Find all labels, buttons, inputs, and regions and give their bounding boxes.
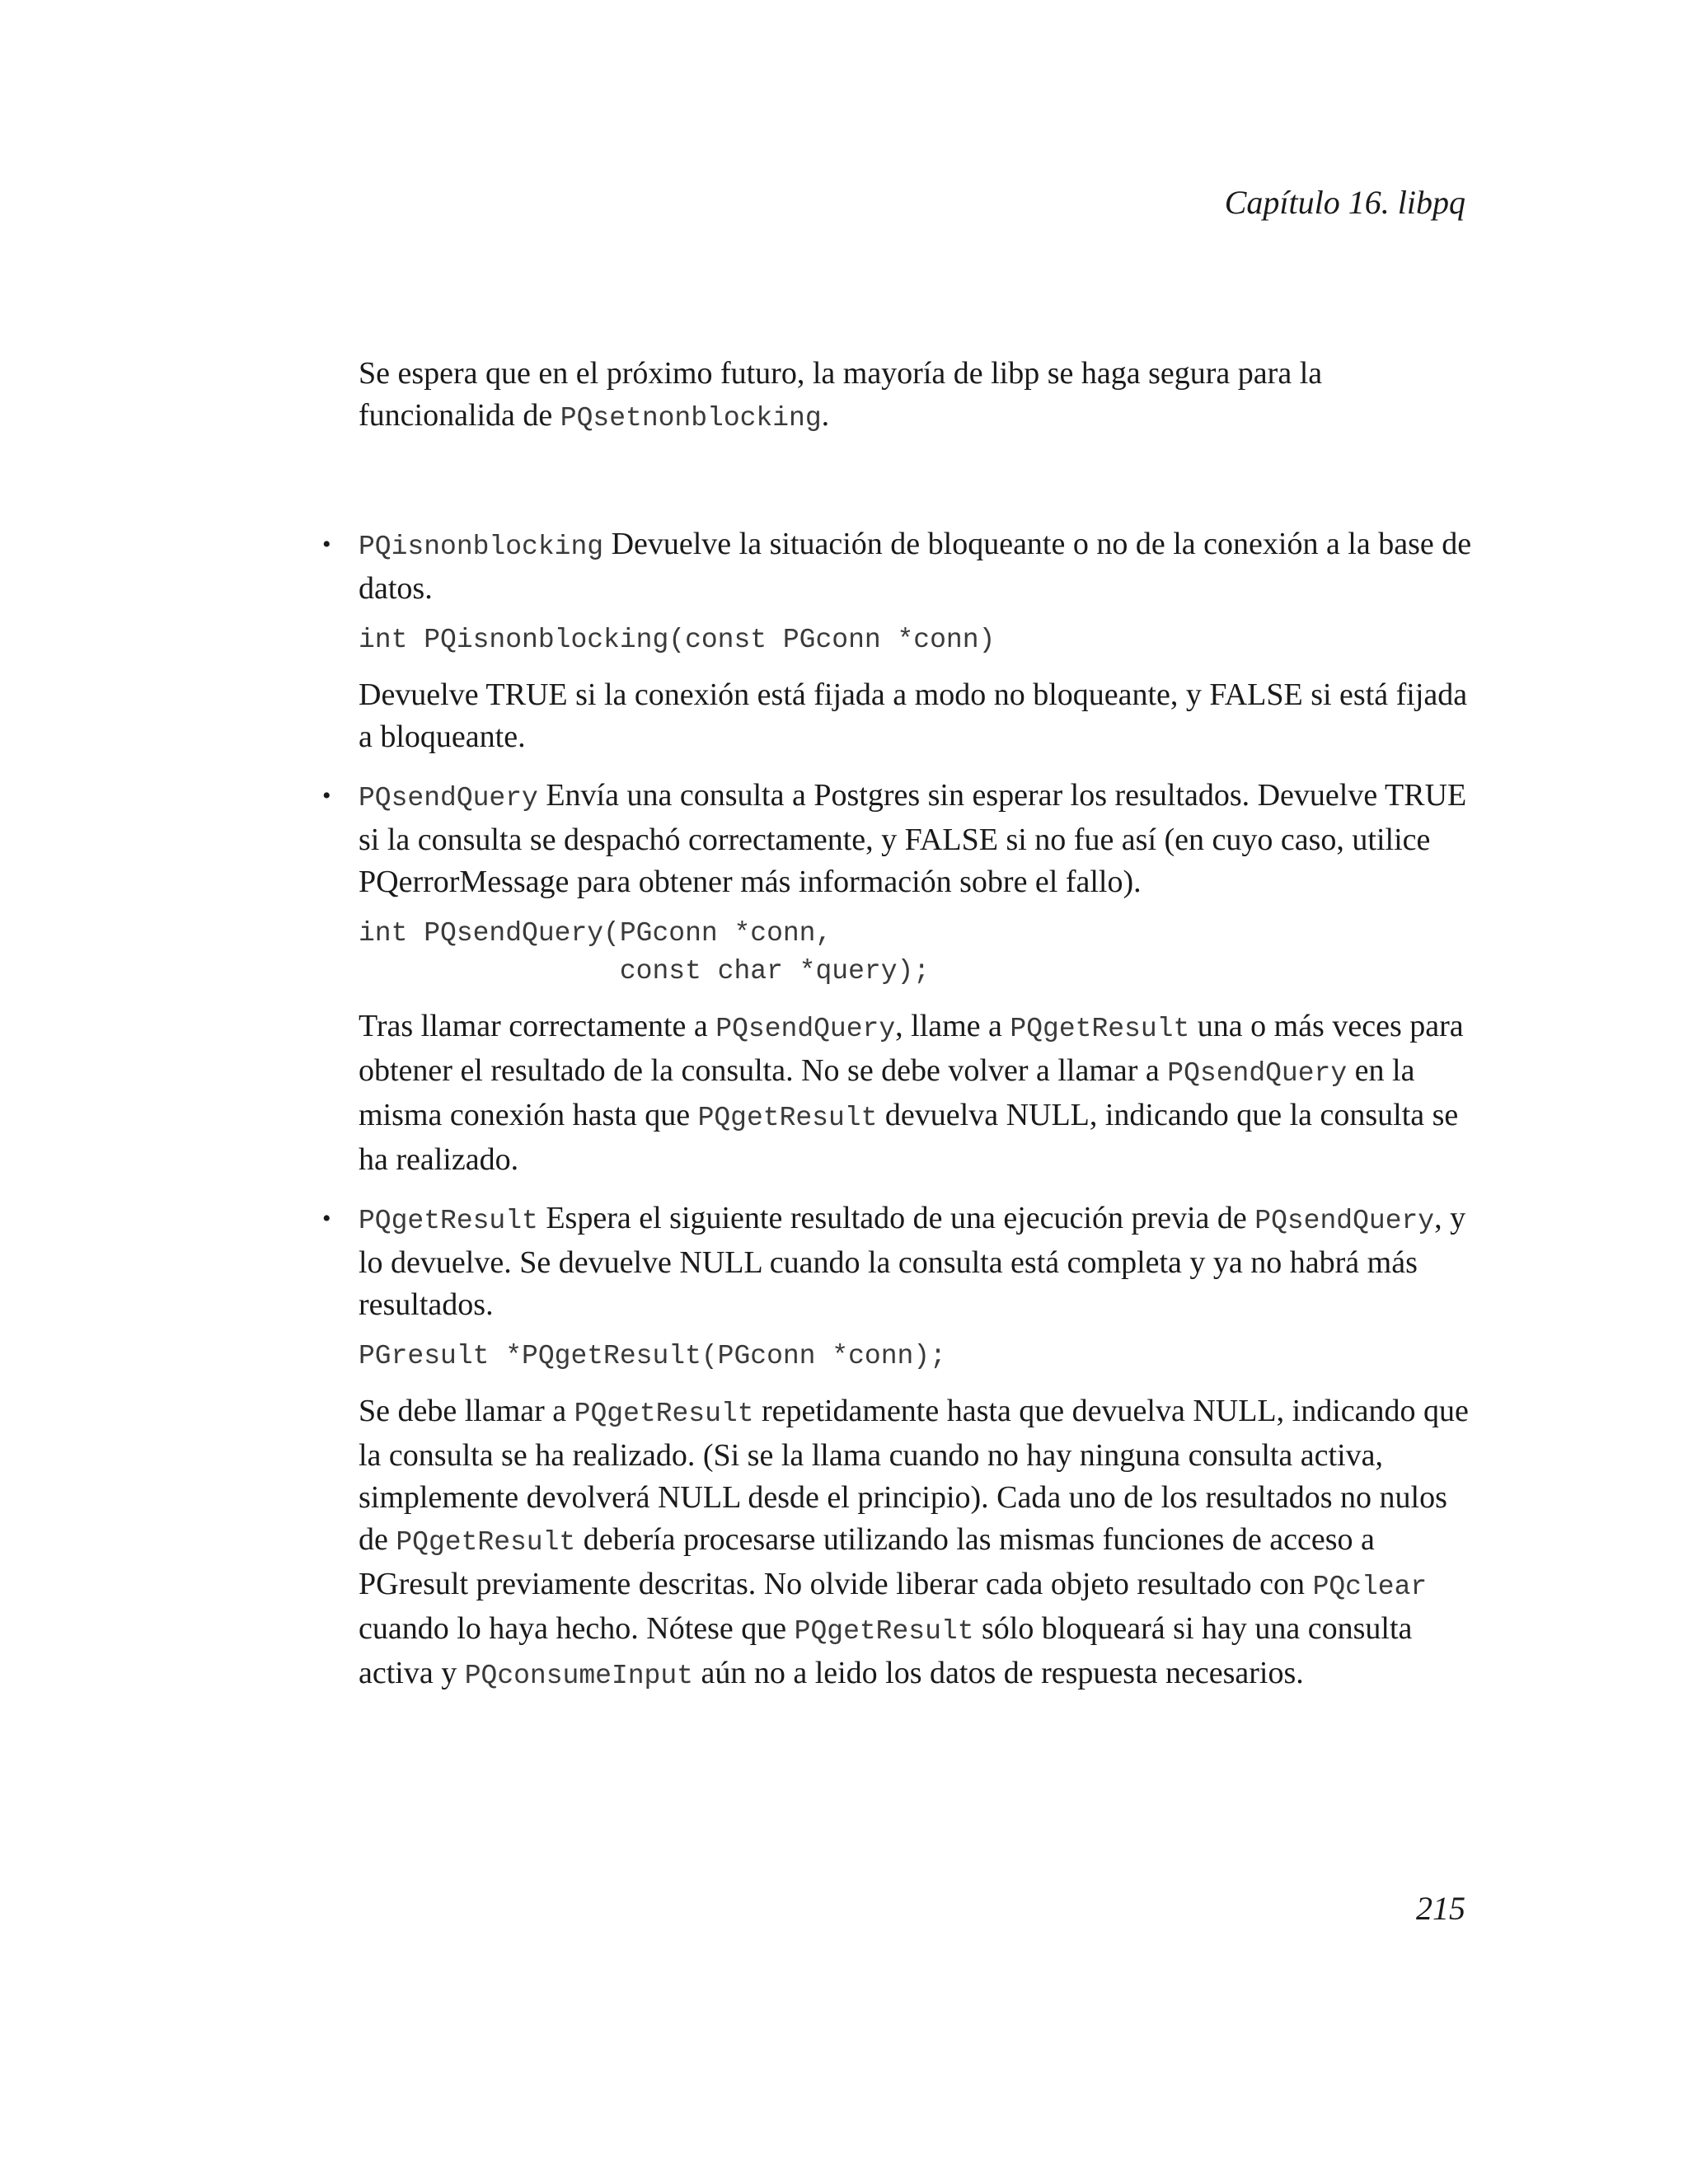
item-description	[359, 1197, 1475, 1326]
intro-text: .	[821, 398, 830, 433]
notes-text: repetidamente hasta que devuelva NULL, indicando que la consulta se ha realizado. (Si se la llama cuando no hay ninguna consulta activa, simplemente devolverá NULL desde el principio). Cada uno de los resultados no nulos de	[359, 1394, 1469, 1557]
bullet-icon: •	[322, 531, 331, 558]
list-item-pqisnonblocking	[322, 523, 1475, 758]
inline-code: PQgetResult	[697, 1103, 878, 1133]
notes-text: en la misma conexión hasta que	[359, 1053, 1415, 1132]
description-text: Espera el siguiente resultado de una ejecución previa de	[537, 1201, 1255, 1235]
list-item-pqsendquery	[322, 775, 1475, 1181]
inline-code: PQgetResult	[794, 1616, 974, 1647]
item-notes	[359, 1005, 1475, 1181]
description-text: , y lo devuelve. Se devuelve NULL cuando la consulta está completa y ya no habrá más resultados.	[359, 1201, 1466, 1322]
code-signature: int PQsendQuery(PGconn *conn, const char *query);	[359, 918, 931, 987]
inline-code: PQsendQuery	[715, 1014, 896, 1044]
function-name: PQisnonblocking	[359, 532, 604, 562]
description-text: Envía una consulta a Postgres sin esperar los resultados. Devuelve TRUE si la consulta se despachó correctamente, y FALSE si no fue así (en cuyo caso, utilice PQerrorMessage para obtener más información sobre el fallo).	[359, 778, 1467, 899]
running-header: Capítulo 16. libpq	[1224, 184, 1465, 221]
bullet-icon: •	[322, 1205, 331, 1232]
list-item-pqgetresult	[322, 1197, 1475, 1697]
bullet-icon: •	[322, 782, 331, 809]
intro-text: Se espera que en el próximo futuro, la mayoría de libp se haga segura para la funcionalida de	[359, 356, 1323, 433]
inline-code: PQsetnonblocking	[560, 403, 822, 434]
notes-text: Se debe llamar a	[359, 1394, 574, 1428]
description-text: Devuelve la situación de bloqueante o no de la conexión a la base de datos.	[359, 527, 1472, 606]
notes-text: devuelva NULL, indicando que la consulta se ha realizado.	[359, 1098, 1459, 1177]
function-name: PQgetResult	[359, 1206, 538, 1236]
intro-paragraph	[359, 353, 1475, 439]
inline-code: PQsendQuery	[1254, 1206, 1435, 1236]
code-signature: int PQisnonblocking(const PGconn *conn)	[359, 625, 996, 655]
notes-text: aún no a leido los datos de respuesta necesarios.	[692, 1656, 1304, 1690]
notes-text: sólo bloqueará si hay una consulta activa y	[359, 1611, 1413, 1690]
notes-text: una o más veces para obtener el resultado de la consulta. No se debe volver a llamar a	[359, 1009, 1464, 1088]
page-body	[322, 353, 1475, 1713]
notes-text: debería procesarse utilizando las mismas funciones de acceso a PGresult previamente descritas. No olvide liberar cada objeto resultado con	[359, 1522, 1375, 1601]
inline-code: PQclear	[1312, 1572, 1428, 1602]
page-number: 215	[1416, 1890, 1465, 1927]
inline-code: PQgetResult	[396, 1527, 576, 1558]
item-description	[359, 775, 1475, 903]
notes-text: , llame a	[895, 1009, 1010, 1043]
code-signature: PGresult *PQgetResult(PGconn *conn);	[359, 1341, 946, 1371]
notes-text: cuando lo haya hecho. Nótese que	[359, 1611, 795, 1646]
inline-code: PQconsumeInput	[464, 1661, 693, 1691]
item-notes: Devuelve TRUE si la conexión está fijada a modo no bloqueante, y FALSE si está fijada a bloqueante.	[359, 677, 1468, 754]
inline-code: PQgetResult	[1010, 1014, 1190, 1044]
inline-code: PQsendQuery	[1167, 1058, 1348, 1089]
notes-text: Tras llamar correctamente a	[359, 1009, 716, 1043]
item-notes	[359, 1390, 1475, 1697]
inline-code: PQgetResult	[574, 1399, 754, 1429]
function-name: PQsendQuery	[359, 783, 538, 813]
item-description	[359, 523, 1475, 610]
